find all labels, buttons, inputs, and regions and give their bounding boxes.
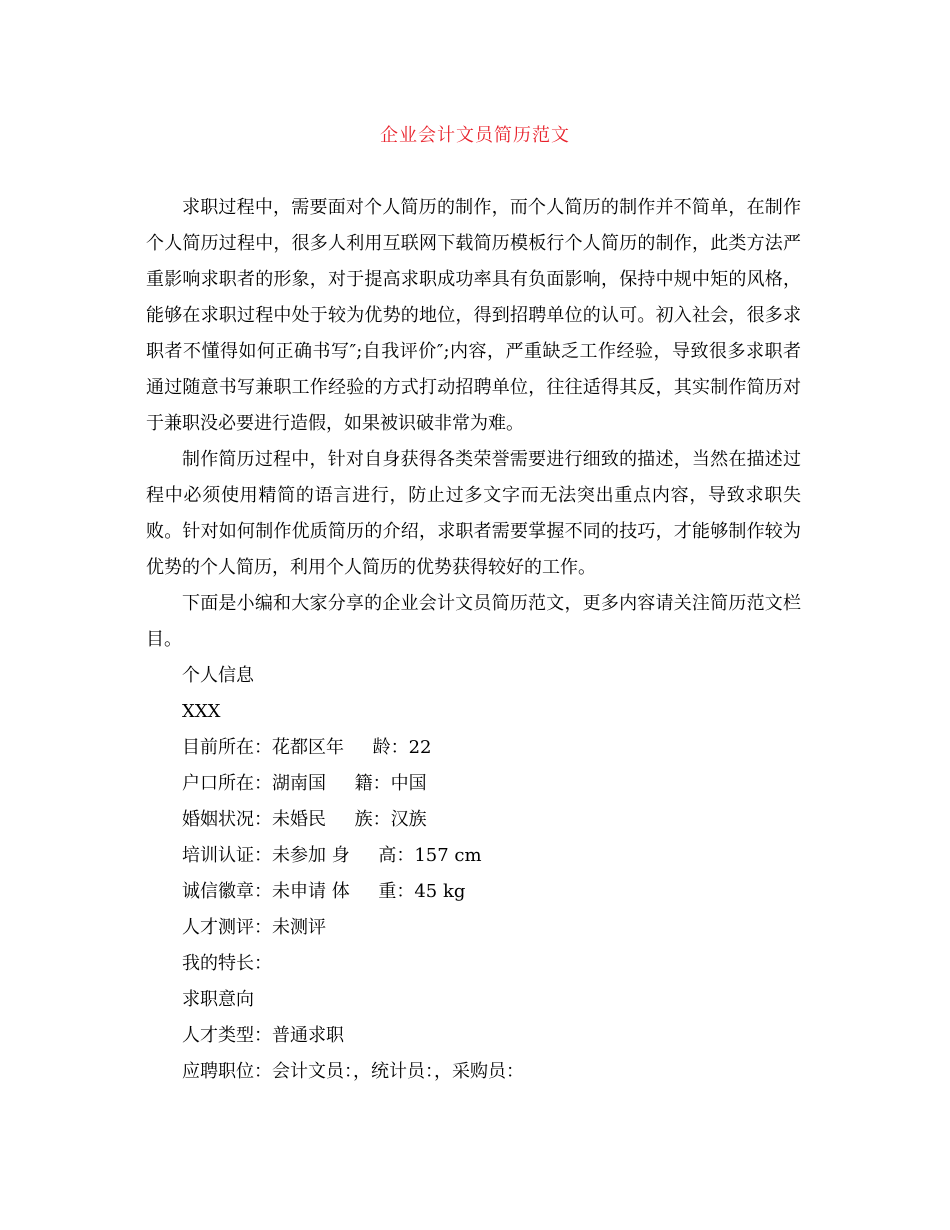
info-applied-positions: 应聘职位：会计文员：，统计员：，采购员： — [182, 1061, 524, 1082]
info-name: XXX — [182, 701, 221, 722]
info-hukou-nationality: 户口所在：湖南国 籍：中国 — [182, 773, 427, 794]
info-specialties: 我的特长： — [182, 953, 272, 974]
info-training-height: 培训认证：未参加 身 高：157 cm — [182, 845, 482, 866]
section-heading-job-intention: 求职意向 — [182, 989, 254, 1010]
info-talent-type: 人才类型：普通求职 — [182, 1025, 344, 1046]
paragraph-intro: 求职过程中，需要面对个人简历的制作，而个人简历的制作并不简单，在制作个人简历过程中，很多人利用互联网下载简历模板行个人简历的制作，此类方法严重影响求职者的形象，对于提高求职成功率具有负面影响，保持中规中矩的风格，能够在求职过程中处于较为优势的地位，得到招聘单位的认可。初入社会，很多求职者不懂得如何正确书写″;自我评价″;内容，严重缺乏工作经验，导致很多求职者通过随意书写兼职工作经验的方式打动招聘单位，往往适得其反，其实制作简历对于兼职没必要进行造假，如果被识破非常为难。 — [146, 197, 801, 434]
document-body — [146, 190, 801, 1090]
paragraph-tips: 制作简历过程中，针对自身获得各类荣誉需要进行细致的描述，当然在描述过程中必须使用精简的语言进行，防止过多文字而无法突出重点内容，导致求职失败。针对如何制作优质简历的介绍，求职者需要掌握不同的技巧，才能够制作较为优势的个人简历，利用个人简历的优势获得较好的工作。 — [146, 449, 801, 578]
paragraph-share: 下面是小编和大家分享的企业会计文员简历范文，更多内容请关注简历范文栏目。 — [146, 593, 801, 650]
info-marital-ethnicity: 婚姻状况：未婚民 族：汉族 — [182, 809, 427, 830]
info-assessment: 人才测评：未测评 — [182, 917, 326, 938]
info-badge-weight: 诚信徽章：未申请 体 重：45 kg — [182, 881, 466, 902]
info-location-age: 目前所在：花都区年 龄：22 — [182, 737, 432, 758]
section-heading-personal-info: 个人信息 — [182, 665, 254, 686]
document-title: 企业会计文员简历范文 — [380, 125, 570, 146]
